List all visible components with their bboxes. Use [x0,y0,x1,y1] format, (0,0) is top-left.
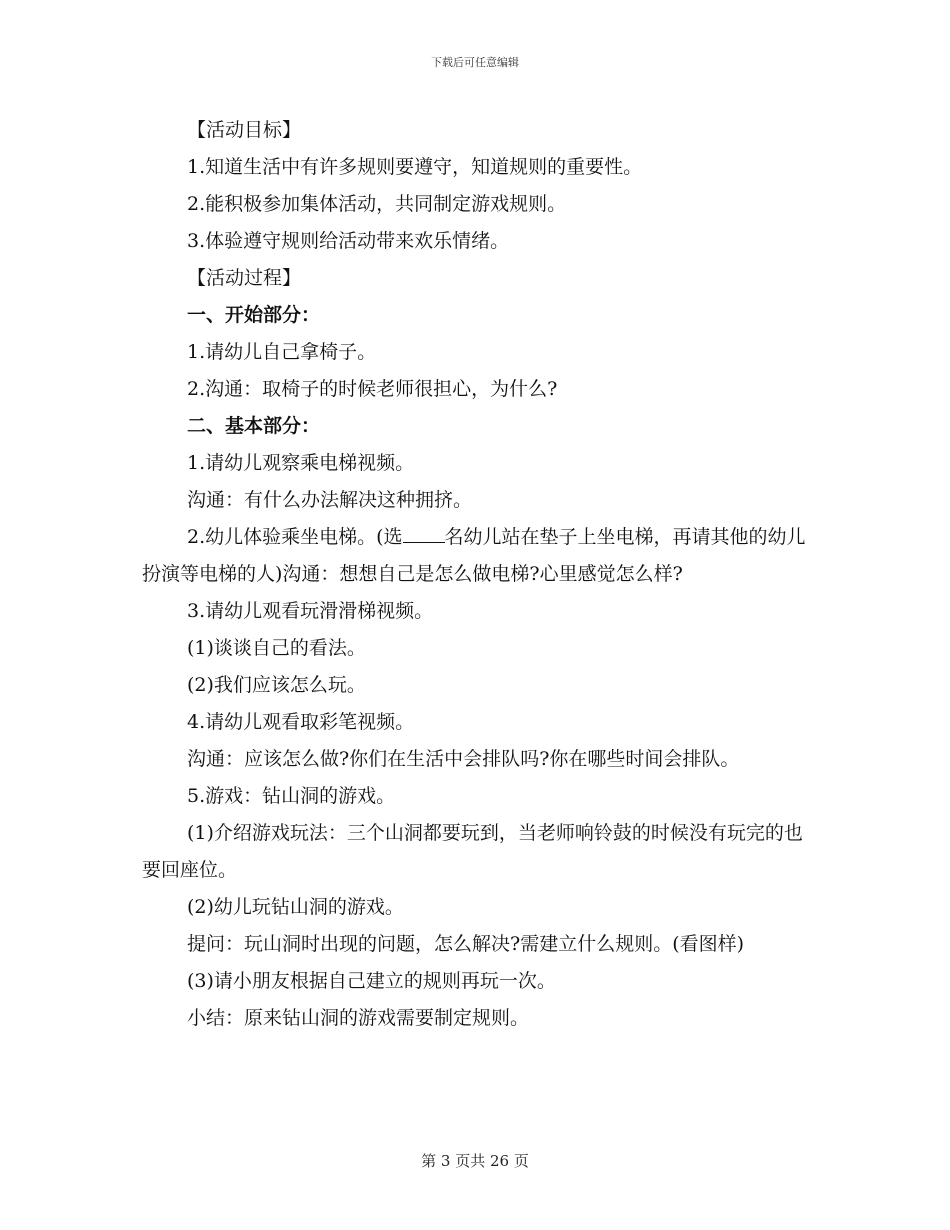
paragraph: 1.请幼儿观察乘电梯视频。 [187,452,415,474]
document-body [142,112,808,1037]
paragraph: (1)谈谈自己的看法。 [187,637,366,659]
page-header: 下载后可任意编辑 [431,56,519,69]
paragraph: 沟通：有什么办法解决这种拥挤。 [187,489,473,511]
paragraph: 沟通：应该怎么做?你们在生活中会排队吗?你在哪些时间会排队。 [187,748,740,770]
paragraph: 5.游戏：钻山洞的游戏。 [187,785,396,807]
paragraph-text-before-blank: 2.幼儿体验乘坐电梯。(选 [187,526,403,548]
goal-item: 3.体验遵守规则给活动带来欢乐情绪。 [187,230,510,252]
goal-item: 1.知道生活中有许多规则要遵守，知道规则的重要性。 [187,156,643,178]
paragraph: 提问：玩山洞时出现的问题，怎么解决?需建立什么规则。(看图样) [187,933,745,955]
paragraph: 4.请幼儿观看取彩笔视频。 [187,711,415,733]
fill-in-blank [403,524,445,543]
paragraph: (3)请小朋友根据自己建立的规则再玩一次。 [187,970,556,992]
paragraph: 2.沟通：取椅子的时候老师很担心，为什么? [187,378,558,400]
paragraph: (1)介绍游戏玩法：三个山洞都要玩到，当老师响铃鼓的时候没有玩完的也要回座位。 [142,822,803,881]
paragraph: (2)幼儿玩钻山洞的游戏。 [187,896,404,918]
paragraph: 小结：原来钻山洞的游戏需要制定规则。 [187,1007,530,1029]
subsection-heading-start: 一、开始部分： [187,304,321,326]
paragraph: (2)我们应该怎么玩。 [187,674,366,696]
goal-item: 2.能积极参加集体活动，共同制定游戏规则。 [187,193,567,215]
paragraph: 1.请幼儿自己拿椅子。 [187,341,377,363]
section-heading-process: 【活动过程】 [187,267,302,289]
section-heading-goals: 【活动目标】 [187,119,302,141]
subsection-heading-basic: 二、基本部分： [187,415,321,437]
paragraph: 3.请幼儿观看玩滑滑梯视频。 [187,600,434,622]
page-footer: 第 3 页共 26 页 [421,1152,529,1170]
paragraph-with-blank [142,519,808,593]
paragraph-text-after-blank: 名幼儿站在垫子上坐电梯，再请其他的幼儿扮演等电梯的人)沟通：想想自己是怎么做电梯?心里感觉怎么样? [142,526,806,585]
